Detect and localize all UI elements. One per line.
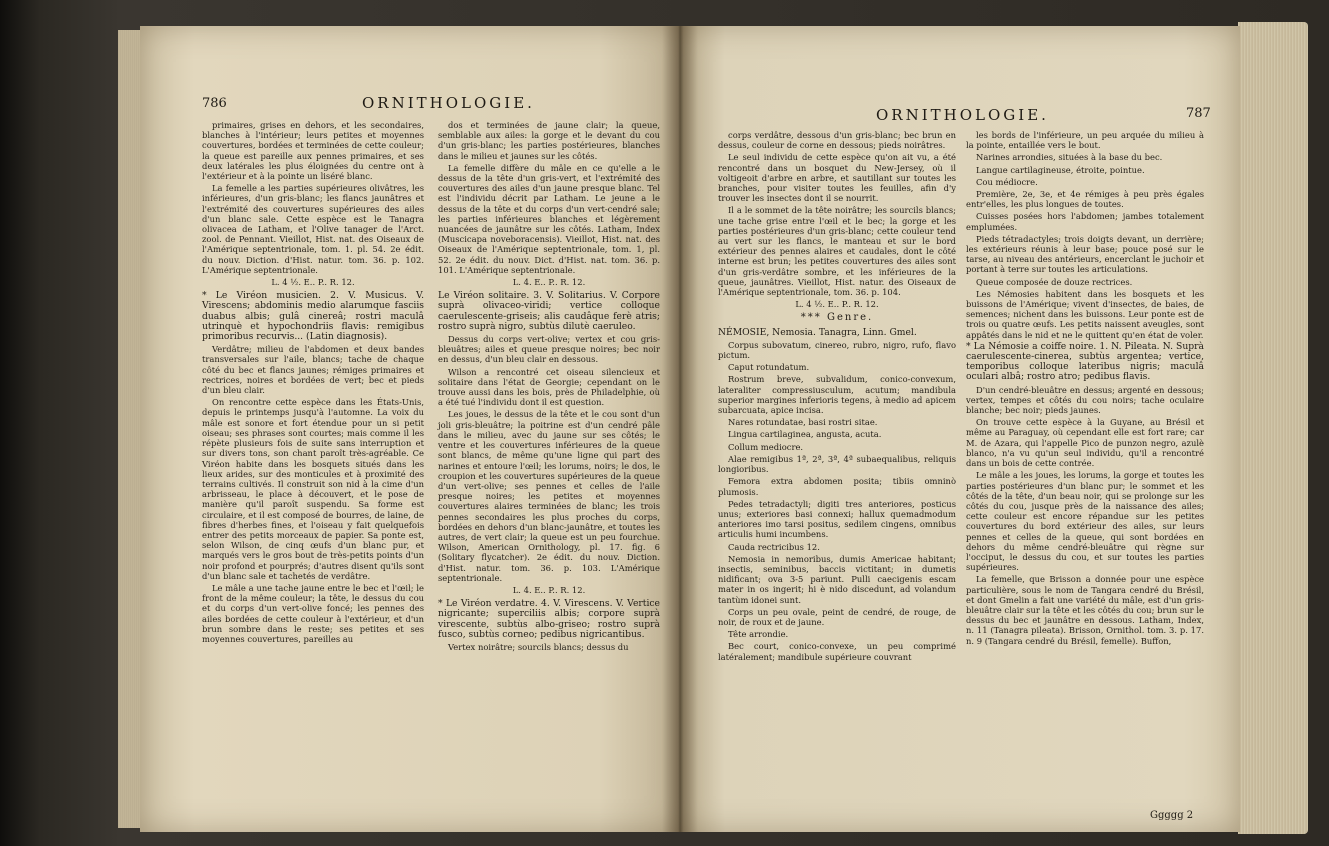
left-page — [140, 26, 680, 832]
paragraph: Rostrum breve, subvalidum, conico-convexum, lateraliter compressiusculum, acutum; mandibula superior margines inferioris tegens, à medio ad apicem subarcuata, apice incisa. — [718, 374, 956, 416]
left-column-1 — [202, 120, 424, 646]
paragraph: L. 4 ½. E.. P.. R. 12. — [271, 277, 355, 288]
paragraph: Corpus subovatum, cinereo, rubro, nigro, rufo, flavo pictum. — [718, 339, 956, 361]
paragraph: On rencontre cette espèce dans les États-Unis, depuis le printemps jusqu'à l'automne. La voix du mâle est sonore et fort étendue pour un si petit oiseau; ses phrases sont courtes; mais comme il les répète plusieurs fois de suite sans interruption et sur divers tons, son chant paroît très-agréable. Ce Viréon habite dans les bosquets situés dans les lieux arides, sur des monticules et à proximité des terrains cultivés. Il construit son nid à la cime d'un arbrisseau, le place à découvert, et le pose de manière qu'il paroît suspendu. Sa forme est circulaire, et il est composé de bourres, de laine, de fibres d'herbes fines, et l'oiseau y fait quelquefois entrer des petits morceaux de papier. Sa ponte est, selon Wilson, de cinq œufs d'un blanc pur, et marqués vers le gros bout de très-petits points d'un noir profond et pourprés; d'autres disent qu'ils sont d'un blanc sale et tachetés de verdâtre. — [202, 397, 424, 581]
paragraph: * La Némosie a coiffe noire. 1. N. Pileata. N. Suprà caerulescente-cinerea, subtùs argentea; vertice, temporibus colloque lateribus nigris; maculâ oculari albâ; rostro atro; pedibus flavis. — [966, 340, 1204, 383]
paragraph: Lingua cartilaginea, angusta, acuta. — [728, 429, 882, 440]
paragraph: Narines arrondies, situées à la base du bec. — [976, 152, 1163, 163]
paragraph: Le mâle a une tache jaune entre le bec et l'œil; le front de la même couleur; la tête, le dessus du cou et du corps d'un vert-olive foncé; les pennes des ailes bordées de cette couleur à l'extérieur, et d'un brun sombre dans le reste; ses petites et ses moyennes couvertures, pareilles au — [202, 582, 424, 644]
page-number: 786 — [202, 96, 227, 111]
paragraph: Nemosia in nemoribus, dumis Americae habitant; insectis, seminibus, baccis victitant; in dumetis nidificant; ova 3-5 pariunt. Pulli caecigenis escam mater in os ingerit; hi è nido discedunt, ad volandum tantùm idonei sunt. — [718, 553, 956, 605]
paragraph: L. 4. E.. P.. R. 12. — [512, 277, 586, 288]
signature-mark: Ggggg 2 — [1150, 810, 1194, 821]
paragraph: Cauda rectricibus 12. — [728, 541, 820, 552]
left-column-2 — [438, 120, 660, 654]
paragraph: La femelle a les parties supérieures olivâtres, les inférieures, d'un gris-blanc; les flancs jaunâtres et l'extrémité des couvertures supérieures des ailes d'un blanc sale. Cette espèce est le Tanagra olivacea de Latham, et l'Olive tanager de l'Arct. zool. de Pennant. Vieillot, Hist. nat. des Oiseaux de l'Amérique septentrionale, tom. 1. pl. 54. 2e édit. du nouv. Diction. d'Hist. natur. tom. 36. p. 102. L'Amérique septentrionale. — [202, 183, 424, 275]
paragraph: corps verdâtre, dessous d'un gris-blanc; bec brun en dessus, couleur de corne en dessous; pieds noirâtres. — [718, 130, 956, 151]
paragraph: Pedes tetradactyli; digiti tres anteriores, posticus unus; exteriores basi connexi; hallux quemadmodum anteriores imo tarsi positus, sedilem cingens, omnibus articulis humi incumbens. — [718, 498, 956, 540]
right-page-edges — [1238, 22, 1308, 834]
paragraph: * Le Viréon verdatre. 4. V. Virescens. V. Vertice nigricante; superciliis albis; corpore suprà virescente, subtùs albo-griseo; rostro suprà fusco, subtùs corneo; pedibus nigricantibus. — [438, 598, 660, 640]
paragraph: Bec court, conico-convexe, un peu comprimé latéralement; mandibule supérieure couvrant — [718, 641, 956, 662]
paragraph: Les joues, le dessus de la tête et le cou sont d'un joli gris-bleuâtre; la poitrine est d'un cendré pâle dans le milieu, avec du jaune sur ses côtés; le ventre et les couvertures inférieures de la queue sont blancs, de même qu'une ligne qui part des narines et entoure l'œil; les lorums, noirs; le dos, le croupion et les couvertures supérieures de la queue d'un vert-olive; ses pennes et celles de l'aile presque noires; les petites et moyennes couvertures alaires terminées de blanc; les trois pennes secondaires les plus proches du corps, bordées en dehors d'un blanc-jaunâtre, et toutes les autres, de vert clair; la queue est un peu fourchue. Wilson, American Ornithology, pl. 17. fig. 6 (Solitary flycatcher). 2e édit. du nouv. Diction. d'Hist. natur. tom. 36. p. 103. L'Amérique septentrionale. — [438, 409, 660, 583]
paragraph: primaires, grises en dehors, et les secondaires, blanches à l'intérieur; leurs petites et moyennes couvertures, bordées et terminées de cette couleur; la queue est pareille aux pennes primaires, et ses deux latérales les plus éloignées du centre ont à l'extérieur et à la pointe un liséré blanc. — [202, 120, 424, 182]
left-page-edges — [118, 30, 142, 828]
paragraph: Première, 2e, 3e, et 4e rémiges à peu près égales entr'elles, les plus longues de toutes. — [966, 189, 1204, 210]
paragraph: Tête arrondie. — [728, 629, 789, 640]
right-column-1 — [718, 130, 956, 664]
paragraph: Vertex noirâtre; sourcils blancs; dessus du — [448, 641, 629, 652]
paragraph: Verdâtre; milieu de l'abdomen et deux bandes transversales sur l'aile, blancs; tache de chaque côté du bec et flancs jaunes; rémiges primaires et rectrices, noires et bordées de vert; bec et pieds d'un bleu clair. — [202, 344, 424, 396]
paragraph: Il a le sommet de la tête noirâtre; les sourcils blancs; une tache grise entre l'œil et le bec; la gorge et les parties postérieures d'un gris-blanc; cette couleur tend au vert sur les flancs, le manteau et sur le bord extérieur des pennes alaires et caudales, dont le côté interne est brun; les petites couvertures des ailes sont d'un gris-verdâtre sombre, et les inférieures de la queue, jaunâtres. Vieillot, Hist. natur. des Oiseaux de l'Amérique septentrionale, tom. 36. p. 104. — [718, 205, 956, 298]
paragraph: les bords de l'inférieure, un peu arquée du milieu à la pointe, entaillée vers le bout. — [966, 130, 1204, 151]
paragraph: L. 4. E.. P.. R. 12. — [512, 584, 586, 595]
paragraph: Caput rotundatum. — [728, 362, 810, 373]
paragraph: Alae remigibus 1ª, 2ª, 3ª, 4ª subaequalibus, reliquis longioribus. — [718, 453, 956, 475]
paragraph: Femora extra abdomen posita; tibiis omninò plumosis. — [718, 476, 956, 497]
paragraph: *** Genre. — [800, 312, 874, 324]
page-number: 787 — [1186, 106, 1211, 121]
paragraph: Wilson a rencontré cet oiseau silencieux et solitaire dans l'état de Georgie; cependant on le trouve aussi dans les bois, près de Philadelphie, où a été tué l'individu dont il est question. — [438, 366, 660, 408]
paragraph: Dessus du corps vert-olive; vertex et cou gris-bleuâtres; ailes et queue presque noires; bec noir en dessus, d'un bleu clair en dessous. — [438, 334, 660, 365]
paragraph: Collum mediocre. — [728, 441, 804, 452]
paragraph: Cou médiocre. — [976, 176, 1038, 187]
right-page — [680, 26, 1240, 832]
running-head: ORNITHOLOGIE. — [362, 94, 535, 112]
paragraph: La femelle, que Brisson a donnée pour une espèce particulière, sous le nom de Tangara cendré du Brésil, et dont Gmelin a fait une variété du mâle, est d'un gris-bleuâtre clair sur la tête et les côtés du cou; brun sur le dessus du bec et jaunâtre en dessous. Latham, Index, n. 11 (Tanagra pileata). Brisson, Ornithol. tom. 3. p. 17. n. 9 (Tangara cendré du Brésil, femelle). Buffon, — [966, 574, 1204, 646]
paragraph: D'un cendré-bleuâtre en dessus; argenté en dessous; vertex, tempes et côtés du cou noirs; tache oculaire blanche; bec noir; pieds jaunes. — [966, 384, 1204, 416]
paragraph: Le Viréon solitaire. 3. V. Solitarius. V. Corpore suprà olivaceo-viridi; vertice colloque caerulescente-griseis; alis caudâque ferè atris; rostro suprà nigro, subtùs dilutè caeruleo. — [438, 290, 660, 332]
paragraph: Le mâle a les joues, les lorums, la gorge et toutes les parties postérieures d'un blanc pur; le sommet et les côtés de la tête, d'un beau noir, qui se prolonge sur les côtés du cou, jusque près de la naissance des ailes; cette couleur est encore répandue sur les petites couvertures du bord extérieur des ailes, sur leurs pennes et celles de la queue, qui sont bordées en dehors du même cendré-bleuâtre qui règne sur l'occiput, le dessus du cou, et sur toutes les parties supérieures. — [966, 470, 1204, 573]
paragraph: La femelle diffère du mâle en ce qu'elle a le dessus de la tête d'un gris-vert, et l'extrémité des couvertures des ailes d'un jaune presque blanc. Tel est l'individu décrit par Latham. Le jeune a le dessus de la tête et du corps d'un vert-cendré sale; les parties inférieures blanches et légèrement nuancées de jaunâtre sur les côtés. Latham, Index (Muscicapa noveboracensis). Vieillot, Hist. nat. des Oiseaux de l'Amérique septentrionale, tom. 1, pl. 52. 2e édit. du nouv. Dict. d'Hist. nat. tom. 36. p. 101. L'Amérique septentrionale. — [438, 162, 660, 275]
paragraph: Corps un peu ovale, peint de cendré, de rouge, de noir, de roux et de jaune. — [718, 606, 956, 627]
paragraph: Pieds tétradactyles; trois doigts devant, un derrière; les extérieurs réunis à leur base; pouce posé sur le tarse, au niveau des antérieurs, encerclant le juchoir et portant à terre sur toutes les articulations. — [966, 233, 1204, 275]
paragraph: Queue composée de douze rectrices. — [976, 276, 1133, 287]
paragraph: NÉMOSIE, Nemosia. Tanagra, Linn. Gmel. — [718, 326, 917, 338]
paragraph: Le seul individu de cette espèce qu'on ait vu, a été rencontré dans un bosquet du New-Jersey, où il voltigeoit d'arbre en arbre, et sautillant sur toutes les branches, pour visiter toutes les feuilles, afin d'y trouver les insectes dont il se nourrit. — [718, 152, 956, 204]
paragraph: On trouve cette espèce à la Guyane, au Brésil et même au Paraguay, où cependant elle est fort rare; car M. de Azara, qui l'appelle Pico de punzon negro, azulè blanco, n'a vu qu'un seul individu, qu'il a rencontré dans un bois de cette contrée. — [966, 417, 1204, 469]
paragraph: Nares rotundatae, basi rostri sitae. — [728, 417, 878, 428]
book-gutter — [662, 26, 698, 832]
paragraph: L. 4 ½. E.. P.. R. 12. — [795, 299, 879, 310]
running-head: ORNITHOLOGIE. — [876, 106, 1049, 124]
paragraph: * Le Viréon musicien. 2. V. Musicus. V. Virescens; abdominis medio alarumque fasciis duabus albis; gulâ cinereâ; rostri maculâ utrinquè et hypochondriis flavis: remigibus primoribus recurvis... (Latin diagnosis). — [202, 290, 424, 343]
right-column-2 — [966, 130, 1204, 648]
paragraph: Cuisses posées hors l'abdomen; jambes totalement emplumées. — [966, 211, 1204, 232]
paragraph: dos et terminées de jaune clair; la queue, semblable aux ailes: la gorge et le devant du cou d'un gris-blanc; les parties postérieures, blanches dans le milieu et jaunes sur les côtés. — [438, 120, 660, 161]
paragraph: Les Némosies habitent dans les bosquets et les buissons de l'Amérique; vivent d'insectes, de baies, de semences; nichent dans les buissons. Leur ponte est de trois ou quatre œufs. Les petits naissent aveugles, sont appâtés dans le nid et ne le quittent qu'en état de voler. — [966, 288, 1204, 340]
paragraph: Langue cartilagineuse, étroite, pointue. — [976, 164, 1145, 175]
